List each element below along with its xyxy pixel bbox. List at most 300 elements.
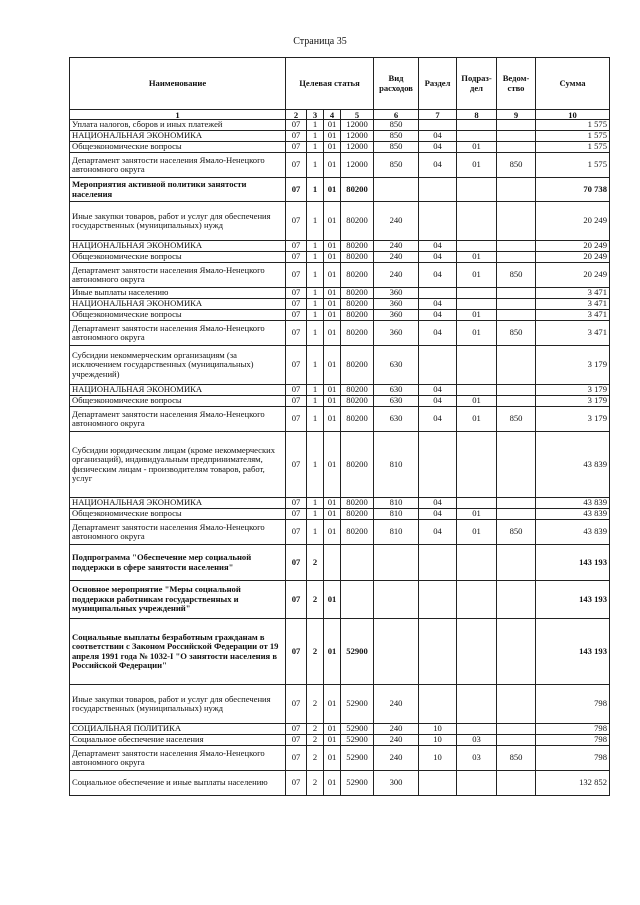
amount-cell: 3 471 — [536, 299, 610, 310]
subsection-cell — [457, 771, 497, 796]
program-code-cell: 07 — [286, 407, 307, 432]
subsection-cell: 01 — [457, 509, 497, 520]
section-cell: 04 — [419, 241, 457, 252]
direction-code-cell — [341, 545, 374, 581]
subprogram-code-cell: 1 — [307, 120, 324, 131]
table-row — [70, 142, 610, 153]
amount-cell: 3 179 — [536, 396, 610, 407]
direction-code-cell: 52900 — [341, 746, 374, 771]
expense-type-cell: 850 — [374, 153, 419, 178]
program-code-cell: 07 — [286, 241, 307, 252]
program-code-cell: 07 — [286, 509, 307, 520]
table-row — [70, 520, 610, 545]
expense-type-cell: 360 — [374, 288, 419, 299]
event-code-cell — [324, 545, 341, 581]
program-code-cell: 07 — [286, 321, 307, 346]
direction-code-cell: 80200 — [341, 252, 374, 263]
section-cell: 04 — [419, 299, 457, 310]
expense-type-cell: 850 — [374, 131, 419, 142]
row-name-cell: Уплата налогов, сборов и иных платежей — [70, 120, 286, 131]
table-row — [70, 131, 610, 142]
row-name-cell: Департамент занятости населения Ямало-Ненецкого автономного округа — [70, 407, 286, 432]
header-name: Наименование — [70, 58, 286, 110]
subsection-cell — [457, 131, 497, 142]
department-cell — [497, 581, 536, 619]
subsection-cell — [457, 299, 497, 310]
direction-code-cell: 80200 — [341, 509, 374, 520]
table-row — [70, 432, 610, 498]
expense-type-cell: 240 — [374, 746, 419, 771]
amount-cell: 132 852 — [536, 771, 610, 796]
expense-type-cell: 810 — [374, 520, 419, 545]
section-cell — [419, 178, 457, 202]
direction-code-cell: 80200 — [341, 263, 374, 288]
subprogram-code-cell: 2 — [307, 619, 324, 685]
table-row — [70, 120, 610, 131]
row-name-cell: Департамент занятости населения Ямало-Ненецкого автономного округа — [70, 263, 286, 288]
direction-code-cell: 80200 — [341, 299, 374, 310]
subprogram-code-cell: 1 — [307, 178, 324, 202]
program-code-cell: 07 — [286, 202, 307, 241]
event-code-cell: 01 — [324, 202, 341, 241]
department-cell — [497, 545, 536, 581]
event-code-cell: 01 — [324, 396, 341, 407]
direction-code-cell: 12000 — [341, 131, 374, 142]
program-code-cell: 07 — [286, 385, 307, 396]
department-cell — [497, 432, 536, 498]
department-cell — [497, 396, 536, 407]
program-code-cell: 07 — [286, 263, 307, 288]
column-number: 6 — [374, 110, 419, 120]
amount-cell: 3 471 — [536, 288, 610, 299]
table-row — [70, 509, 610, 520]
direction-code-cell: 80200 — [341, 241, 374, 252]
program-code-cell: 07 — [286, 520, 307, 545]
subprogram-code-cell: 1 — [307, 241, 324, 252]
table-row — [70, 581, 610, 619]
program-code-cell: 07 — [286, 396, 307, 407]
table-row — [70, 288, 610, 299]
program-code-cell: 07 — [286, 545, 307, 581]
direction-code-cell: 52900 — [341, 735, 374, 746]
subprogram-code-cell: 1 — [307, 396, 324, 407]
event-code-cell: 01 — [324, 581, 341, 619]
expense-type-cell: 630 — [374, 407, 419, 432]
expense-type-cell: 630 — [374, 346, 419, 385]
amount-cell: 143 193 — [536, 619, 610, 685]
subprogram-code-cell: 1 — [307, 407, 324, 432]
table-row — [70, 202, 610, 241]
section-cell — [419, 346, 457, 385]
department-cell — [497, 724, 536, 735]
table-row — [70, 498, 610, 509]
subsection-cell — [457, 619, 497, 685]
subprogram-code-cell: 1 — [307, 202, 324, 241]
subprogram-code-cell: 1 — [307, 509, 324, 520]
page-number-label: Страница 35 — [293, 36, 347, 47]
event-code-cell: 01 — [324, 288, 341, 299]
table-row — [70, 685, 610, 724]
section-cell: 04 — [419, 263, 457, 288]
section-cell — [419, 545, 457, 581]
department-cell — [497, 178, 536, 202]
header-target-article: Целевая статья — [286, 58, 374, 110]
row-name-cell: Общеэкономические вопросы — [70, 310, 286, 321]
table-row — [70, 241, 610, 252]
subprogram-code-cell: 1 — [307, 299, 324, 310]
subsection-cell — [457, 385, 497, 396]
direction-code-cell: 80200 — [341, 407, 374, 432]
direction-code-cell: 80200 — [341, 310, 374, 321]
direction-code-cell: 52900 — [341, 724, 374, 735]
program-code-cell: 07 — [286, 178, 307, 202]
header-expense-type: Вид расходов — [374, 58, 419, 110]
program-code-cell: 07 — [286, 735, 307, 746]
subprogram-code-cell: 2 — [307, 685, 324, 724]
section-cell: 04 — [419, 520, 457, 545]
section-cell: 10 — [419, 735, 457, 746]
section-cell: 10 — [419, 746, 457, 771]
event-code-cell: 01 — [324, 252, 341, 263]
section-cell: 04 — [419, 396, 457, 407]
department-cell — [497, 498, 536, 509]
event-code-cell: 01 — [324, 153, 341, 178]
subsection-cell — [457, 346, 497, 385]
expense-type-cell: 240 — [374, 724, 419, 735]
row-name-cell: Иные закупки товаров, работ и услуг для обеспечения государственных (муниципальных) нужд — [70, 685, 286, 724]
amount-cell: 43 839 — [536, 432, 610, 498]
direction-code-cell: 80200 — [341, 432, 374, 498]
subsection-cell: 01 — [457, 310, 497, 321]
event-code-cell: 01 — [324, 321, 341, 346]
department-cell — [497, 735, 536, 746]
direction-code-cell: 52900 — [341, 619, 374, 685]
subsection-cell: 01 — [457, 252, 497, 263]
subsection-cell: 01 — [457, 153, 497, 178]
department-cell — [497, 142, 536, 153]
subprogram-code-cell: 2 — [307, 735, 324, 746]
section-cell — [419, 120, 457, 131]
row-name-cell: НАЦИОНАЛЬНАЯ ЭКОНОМИКА — [70, 385, 286, 396]
event-code-cell: 01 — [324, 771, 341, 796]
expense-type-cell: 240 — [374, 735, 419, 746]
event-code-cell: 01 — [324, 724, 341, 735]
section-cell: 04 — [419, 310, 457, 321]
amount-cell: 798 — [536, 685, 610, 724]
section-cell: 04 — [419, 321, 457, 346]
header-section: Раздел — [419, 58, 457, 110]
program-code-cell: 07 — [286, 685, 307, 724]
subprogram-code-cell: 1 — [307, 385, 324, 396]
expense-type-cell: 240 — [374, 202, 419, 241]
subsection-cell — [457, 288, 497, 299]
subprogram-code-cell: 2 — [307, 746, 324, 771]
amount-cell: 143 193 — [536, 545, 610, 581]
table-row — [70, 178, 610, 202]
amount-cell: 20 249 — [536, 252, 610, 263]
event-code-cell: 01 — [324, 746, 341, 771]
event-code-cell: 01 — [324, 407, 341, 432]
amount-cell: 798 — [536, 724, 610, 735]
table-row — [70, 619, 610, 685]
subsection-cell — [457, 178, 497, 202]
direction-code-cell: 52900 — [341, 771, 374, 796]
department-cell: 850 — [497, 746, 536, 771]
subprogram-code-cell: 1 — [307, 288, 324, 299]
row-name-cell: СОЦИАЛЬНАЯ ПОЛИТИКА — [70, 724, 286, 735]
row-name-cell: НАЦИОНАЛЬНАЯ ЭКОНОМИКА — [70, 131, 286, 142]
direction-code-cell: 12000 — [341, 120, 374, 131]
amount-cell: 43 839 — [536, 498, 610, 509]
subsection-cell: 01 — [457, 520, 497, 545]
table-row — [70, 545, 610, 581]
program-code-cell: 07 — [286, 299, 307, 310]
row-name-cell: Департамент занятости населения Ямало-Ненецкого автономного округа — [70, 153, 286, 178]
row-name-cell: Субсидии некоммерческим организациям (за исключением государственных (муниципальных) учреждений) — [70, 346, 286, 385]
direction-code-cell: 52900 — [341, 685, 374, 724]
row-name-cell: Департамент занятости населения Ямало-Ненецкого автономного округа — [70, 520, 286, 545]
program-code-cell: 07 — [286, 724, 307, 735]
row-name-cell: Иные закупки товаров, работ и услуг для обеспечения государственных (муниципальных) нужд — [70, 202, 286, 241]
subsection-cell — [457, 724, 497, 735]
direction-code-cell: 80200 — [341, 498, 374, 509]
subprogram-code-cell: 2 — [307, 581, 324, 619]
subsection-cell: 01 — [457, 321, 497, 346]
section-cell: 10 — [419, 724, 457, 735]
section-cell: 04 — [419, 142, 457, 153]
row-name-cell: Общеэкономические вопросы — [70, 509, 286, 520]
direction-code-cell: 12000 — [341, 153, 374, 178]
section-cell — [419, 202, 457, 241]
row-name-cell: НАЦИОНАЛЬНАЯ ЭКОНОМИКА — [70, 498, 286, 509]
department-cell — [497, 385, 536, 396]
amount-cell: 20 249 — [536, 263, 610, 288]
department-cell — [497, 771, 536, 796]
expense-type-cell: 850 — [374, 142, 419, 153]
direction-code-cell: 80200 — [341, 520, 374, 545]
event-code-cell: 01 — [324, 432, 341, 498]
direction-code-cell: 80200 — [341, 321, 374, 346]
event-code-cell: 01 — [324, 142, 341, 153]
expense-type-cell: 240 — [374, 263, 419, 288]
subprogram-code-cell: 1 — [307, 142, 324, 153]
event-code-cell: 01 — [324, 346, 341, 385]
direction-code-cell: 80200 — [341, 346, 374, 385]
event-code-cell: 01 — [324, 178, 341, 202]
department-cell — [497, 252, 536, 263]
direction-code-cell: 80200 — [341, 385, 374, 396]
table-row — [70, 321, 610, 346]
amount-cell: 20 249 — [536, 241, 610, 252]
event-code-cell: 01 — [324, 299, 341, 310]
amount-cell: 143 193 — [536, 581, 610, 619]
event-code-cell: 01 — [324, 685, 341, 724]
row-name-cell: Социальное обеспечение и иные выплаты населению — [70, 771, 286, 796]
budget-table — [69, 57, 610, 796]
section-cell: 04 — [419, 498, 457, 509]
subprogram-code-cell: 1 — [307, 520, 324, 545]
event-code-cell: 01 — [324, 241, 341, 252]
table-row — [70, 310, 610, 321]
section-cell — [419, 771, 457, 796]
amount-cell: 3 179 — [536, 407, 610, 432]
subprogram-code-cell: 1 — [307, 321, 324, 346]
row-name-cell: НАЦИОНАЛЬНАЯ ЭКОНОМИКА — [70, 241, 286, 252]
department-cell: 850 — [497, 153, 536, 178]
program-code-cell: 07 — [286, 142, 307, 153]
column-number: 1 — [70, 110, 286, 120]
table-row — [70, 263, 610, 288]
section-cell — [419, 581, 457, 619]
direction-code-cell: 12000 — [341, 142, 374, 153]
program-code-cell: 07 — [286, 131, 307, 142]
table-header-row — [70, 58, 610, 110]
expense-type-cell: 810 — [374, 432, 419, 498]
event-code-cell: 01 — [324, 263, 341, 288]
subsection-cell: 01 — [457, 142, 497, 153]
subsection-cell — [457, 545, 497, 581]
subprogram-code-cell: 1 — [307, 346, 324, 385]
table-row — [70, 396, 610, 407]
column-number: 2 — [286, 110, 307, 120]
column-number: 9 — [497, 110, 536, 120]
department-cell — [497, 346, 536, 385]
department-cell: 850 — [497, 520, 536, 545]
expense-type-cell: 240 — [374, 252, 419, 263]
subsection-cell — [457, 581, 497, 619]
row-name-cell: Субсидии юридическим лицам (кроме некоммерческих организаций), индивидуальным предпринимателям, физическим лицам - производителям товаров, работ, услуг — [70, 432, 286, 498]
section-cell — [419, 432, 457, 498]
subprogram-code-cell: 1 — [307, 252, 324, 263]
amount-cell: 3 471 — [536, 310, 610, 321]
expense-type-cell: 630 — [374, 385, 419, 396]
amount-cell: 3 179 — [536, 385, 610, 396]
row-name-cell: Департамент занятости населения Ямало-Ненецкого автономного округа — [70, 746, 286, 771]
subprogram-code-cell: 2 — [307, 724, 324, 735]
department-cell — [497, 131, 536, 142]
subprogram-code-cell: 1 — [307, 263, 324, 288]
table-row — [70, 407, 610, 432]
department-cell: 850 — [497, 321, 536, 346]
expense-type-cell: 810 — [374, 498, 419, 509]
subsection-cell: 01 — [457, 263, 497, 288]
department-cell — [497, 310, 536, 321]
department-cell — [497, 288, 536, 299]
event-code-cell: 01 — [324, 131, 341, 142]
department-cell — [497, 619, 536, 685]
program-code-cell: 07 — [286, 771, 307, 796]
program-code-cell: 07 — [286, 746, 307, 771]
event-code-cell: 01 — [324, 509, 341, 520]
subprogram-code-cell: 1 — [307, 131, 324, 142]
expense-type-cell — [374, 581, 419, 619]
direction-code-cell: 80200 — [341, 202, 374, 241]
column-number: 8 — [457, 110, 497, 120]
department-cell — [497, 202, 536, 241]
event-code-cell: 01 — [324, 735, 341, 746]
expense-type-cell: 240 — [374, 685, 419, 724]
row-name-cell: Департамент занятости населения Ямало-Ненецкого автономного округа — [70, 321, 286, 346]
department-cell — [497, 299, 536, 310]
section-cell — [419, 288, 457, 299]
table-row — [70, 746, 610, 771]
subprogram-code-cell: 1 — [307, 310, 324, 321]
expense-type-cell — [374, 545, 419, 581]
expense-type-cell: 360 — [374, 321, 419, 346]
expense-type-cell: 300 — [374, 771, 419, 796]
table-row — [70, 346, 610, 385]
column-number: 7 — [419, 110, 457, 120]
subsection-cell: 03 — [457, 735, 497, 746]
subsection-cell: 01 — [457, 396, 497, 407]
event-code-cell: 01 — [324, 619, 341, 685]
table-row — [70, 771, 610, 796]
program-code-cell: 07 — [286, 346, 307, 385]
direction-code-cell: 80200 — [341, 288, 374, 299]
expense-type-cell: 360 — [374, 310, 419, 321]
subprogram-code-cell: 2 — [307, 771, 324, 796]
table-row — [70, 299, 610, 310]
amount-cell: 798 — [536, 735, 610, 746]
section-cell: 04 — [419, 407, 457, 432]
program-code-cell: 07 — [286, 153, 307, 178]
event-code-cell: 01 — [324, 498, 341, 509]
column-number: 3 — [307, 110, 324, 120]
section-cell: 04 — [419, 385, 457, 396]
amount-cell: 3 471 — [536, 321, 610, 346]
subprogram-code-cell: 1 — [307, 498, 324, 509]
department-cell — [497, 120, 536, 131]
amount-cell: 3 179 — [536, 346, 610, 385]
subsection-cell — [457, 685, 497, 724]
program-code-cell: 07 — [286, 498, 307, 509]
amount-cell: 1 575 — [536, 120, 610, 131]
row-name-cell: Социальное обеспечение населения — [70, 735, 286, 746]
row-name-cell: НАЦИОНАЛЬНАЯ ЭКОНОМИКА — [70, 299, 286, 310]
subprogram-code-cell: 1 — [307, 432, 324, 498]
column-number-row — [70, 110, 610, 120]
direction-code-cell: 80200 — [341, 396, 374, 407]
row-name-cell: Социальные выплаты безработным гражданам в соответствии с Законом Российской Федерации от 19 апреля 1991 года № 1032-I "О занятости населения в Российской Федерации" — [70, 619, 286, 685]
expense-type-cell — [374, 178, 419, 202]
amount-cell: 1 575 — [536, 142, 610, 153]
header-subsection: Подраз-дел — [457, 58, 497, 110]
header-amount: Сумма — [536, 58, 610, 110]
row-name-cell: Мероприятия активной политики занятости населения — [70, 178, 286, 202]
expense-type-cell: 240 — [374, 241, 419, 252]
table-row — [70, 153, 610, 178]
amount-cell: 1 575 — [536, 153, 610, 178]
row-name-cell: Общеэкономические вопросы — [70, 142, 286, 153]
event-code-cell: 01 — [324, 310, 341, 321]
subsection-cell: 01 — [457, 407, 497, 432]
expense-type-cell: 850 — [374, 120, 419, 131]
table-row — [70, 724, 610, 735]
subsection-cell: 03 — [457, 746, 497, 771]
column-number: 4 — [324, 110, 341, 120]
expense-type-cell: 810 — [374, 509, 419, 520]
section-cell: 04 — [419, 153, 457, 178]
amount-cell: 1 575 — [536, 131, 610, 142]
section-cell — [419, 619, 457, 685]
amount-cell: 70 738 — [536, 178, 610, 202]
program-code-cell: 07 — [286, 432, 307, 498]
department-cell — [497, 241, 536, 252]
row-name-cell: Подпрограмма "Обеспечение мер социальной поддержки в сфере занятости населения" — [70, 545, 286, 581]
amount-cell: 798 — [536, 746, 610, 771]
subsection-cell — [457, 432, 497, 498]
program-code-cell: 07 — [286, 252, 307, 263]
